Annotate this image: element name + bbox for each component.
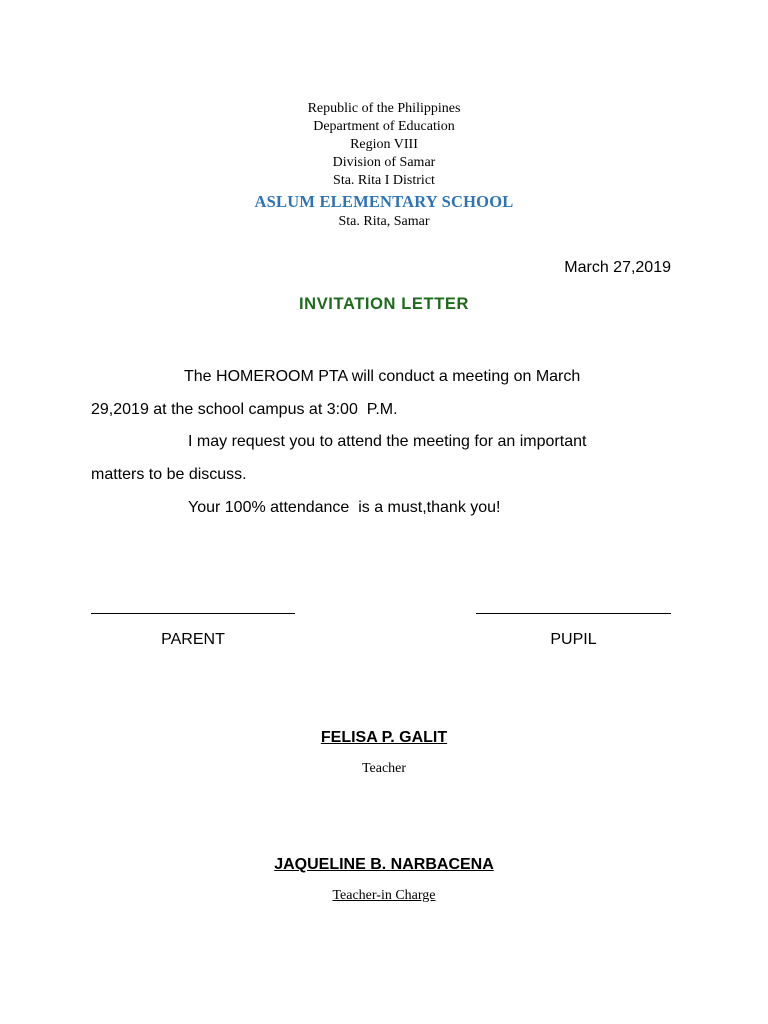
- teacher-in-charge-role: Teacher-in Charge: [332, 888, 436, 903]
- body-line-1: The HOMEROOM PTA will conduct a meeting on March: [184, 368, 581, 385]
- header-line-district: Sta. Rita I District: [333, 173, 435, 188]
- pupil-label: PUPIL: [550, 631, 597, 648]
- teacher-role: Teacher: [361, 761, 407, 776]
- body-line-4: matters to be discuss.: [91, 466, 247, 483]
- header-line-department: Department of Education: [313, 119, 455, 134]
- body-line-2: 29,2019 at the school campus at 3:00 P.M.: [91, 401, 398, 418]
- parent-label: PARENT: [161, 631, 225, 648]
- parent-signature-line: [91, 613, 295, 614]
- header-line-division: Division of Samar: [332, 155, 436, 170]
- teacher-in-charge-name: JAQUELINE B. NARBACENA: [274, 856, 494, 873]
- letterhead: [0, 100, 768, 230]
- school-name: ASLUM ELEMENTARY SCHOOL: [254, 192, 514, 211]
- teacher-name: FELISA P. GALIT: [320, 729, 448, 746]
- body-line-3: I may request you to attend the meeting for an important: [188, 433, 587, 450]
- letter-date: March 27,2019: [564, 259, 671, 276]
- header-line-region: Region VIII: [350, 137, 418, 152]
- header-line-country: Republic of the Philippines: [307, 101, 461, 116]
- school-address: Sta. Rita, Samar: [338, 214, 430, 229]
- pupil-signature-line: [476, 613, 671, 614]
- letter-title: INVITATION LETTER: [299, 295, 469, 313]
- body-line-5: Your 100% attendance is a must,thank you!: [188, 499, 501, 516]
